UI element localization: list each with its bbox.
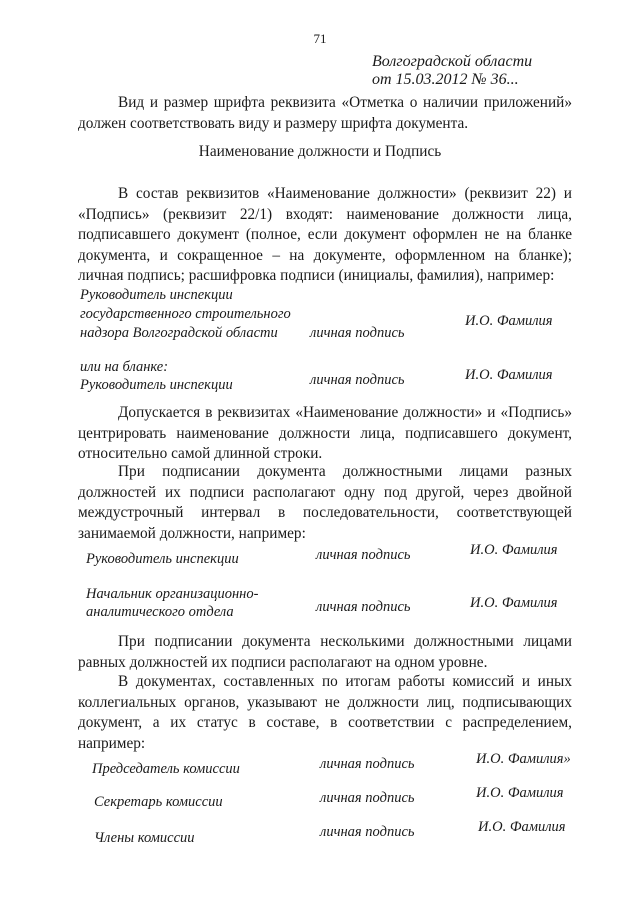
example3-name: И.О. Фамилия [470,542,558,558]
example2-name: И.О. Фамилия [465,367,553,383]
page-number: 71 [313,31,327,46]
commission-members-role: Члены комиссии [94,830,195,846]
section-heading: Наименование должности и Подпись [198,143,442,160]
example1-title-line2: государственного строительного [80,306,291,322]
example4-signature: личная подпись [316,599,411,615]
example4-name: И.О. Фамилия [470,595,558,611]
example4-title-line1: Начальник организационно- [86,586,259,602]
example3-signature: личная подпись [316,547,411,563]
example1-title-line1: Руководитель инспекции [80,287,233,303]
example2-title-line2: Руководитель инспекции [80,377,233,393]
example1-signature: личная подпись [310,325,405,341]
commission-chair-name: И.О. Фамилия» [476,751,571,767]
paragraph-appendix-font: Вид и размер шрифта реквизита «Отметка о наличии приложений» должен соответствовать виду и размеру шрифта документа. [78,94,572,132]
example2-signature: личная подпись [310,372,405,388]
commission-chair-signature: личная подпись [320,756,415,772]
commission-secretary-role: Секретарь комиссии [94,794,223,810]
paragraph-composition: В состав реквизитов «Наименование должности» (реквизит 22) и «Подпись» (реквизит 22/1) входят: наименование должности лица, подписавшего документ (полное, если документ оформлен не на бланке документа, и сокращенное – на документе, оформленном на бланке); личная подпись; расшифровка подписи (инициалы, фамилия), например: [78,185,572,284]
commission-members-signature: личная подпись [320,824,415,840]
commission-secretary-name: И.О. Фамилия [476,785,564,801]
commission-members-name: И.О. Фамилия [478,819,566,835]
example2-title-line1: или на бланке: [80,359,169,375]
example1-name: И.О. Фамилия [465,313,553,329]
paragraph-different-positions: При подписании документа должностными лицами разных должностей их подписи располагают одну под другой, через двойной междустрочный интервал в последовательности, соответствующей занимаемой должности, например: [78,463,572,542]
example1-title-line3: надзора Волгоградской области [80,325,278,341]
header-region: Волгоградской области [372,53,533,70]
example4-title-line2: аналитического отдела [86,604,234,620]
commission-chair-role: Председатель комиссии [92,761,240,777]
paragraph-centering: Допускается в реквизитах «Наименование должности» и «Подпись» центрировать наименование должности лица, подписавшего документ, относительно самой длинной строки. [78,404,572,462]
paragraph-commission: В документах, составленных по итогам работы комиссий и иных коллегиальных органов, указывают не должности лиц, подписывающих документ, а их статус в составе, в соответствии с распределением, например: [78,673,572,752]
example3-title: Руководитель инспекции [86,551,239,567]
commission-secretary-signature: личная подпись [320,790,415,806]
paragraph-equal-positions: При подписании документа несколькими должностными лицами равных должностей их подписи располагают на одном уровне. [78,633,572,671]
header-order: от 15.03.2012 № 36... [372,71,519,88]
